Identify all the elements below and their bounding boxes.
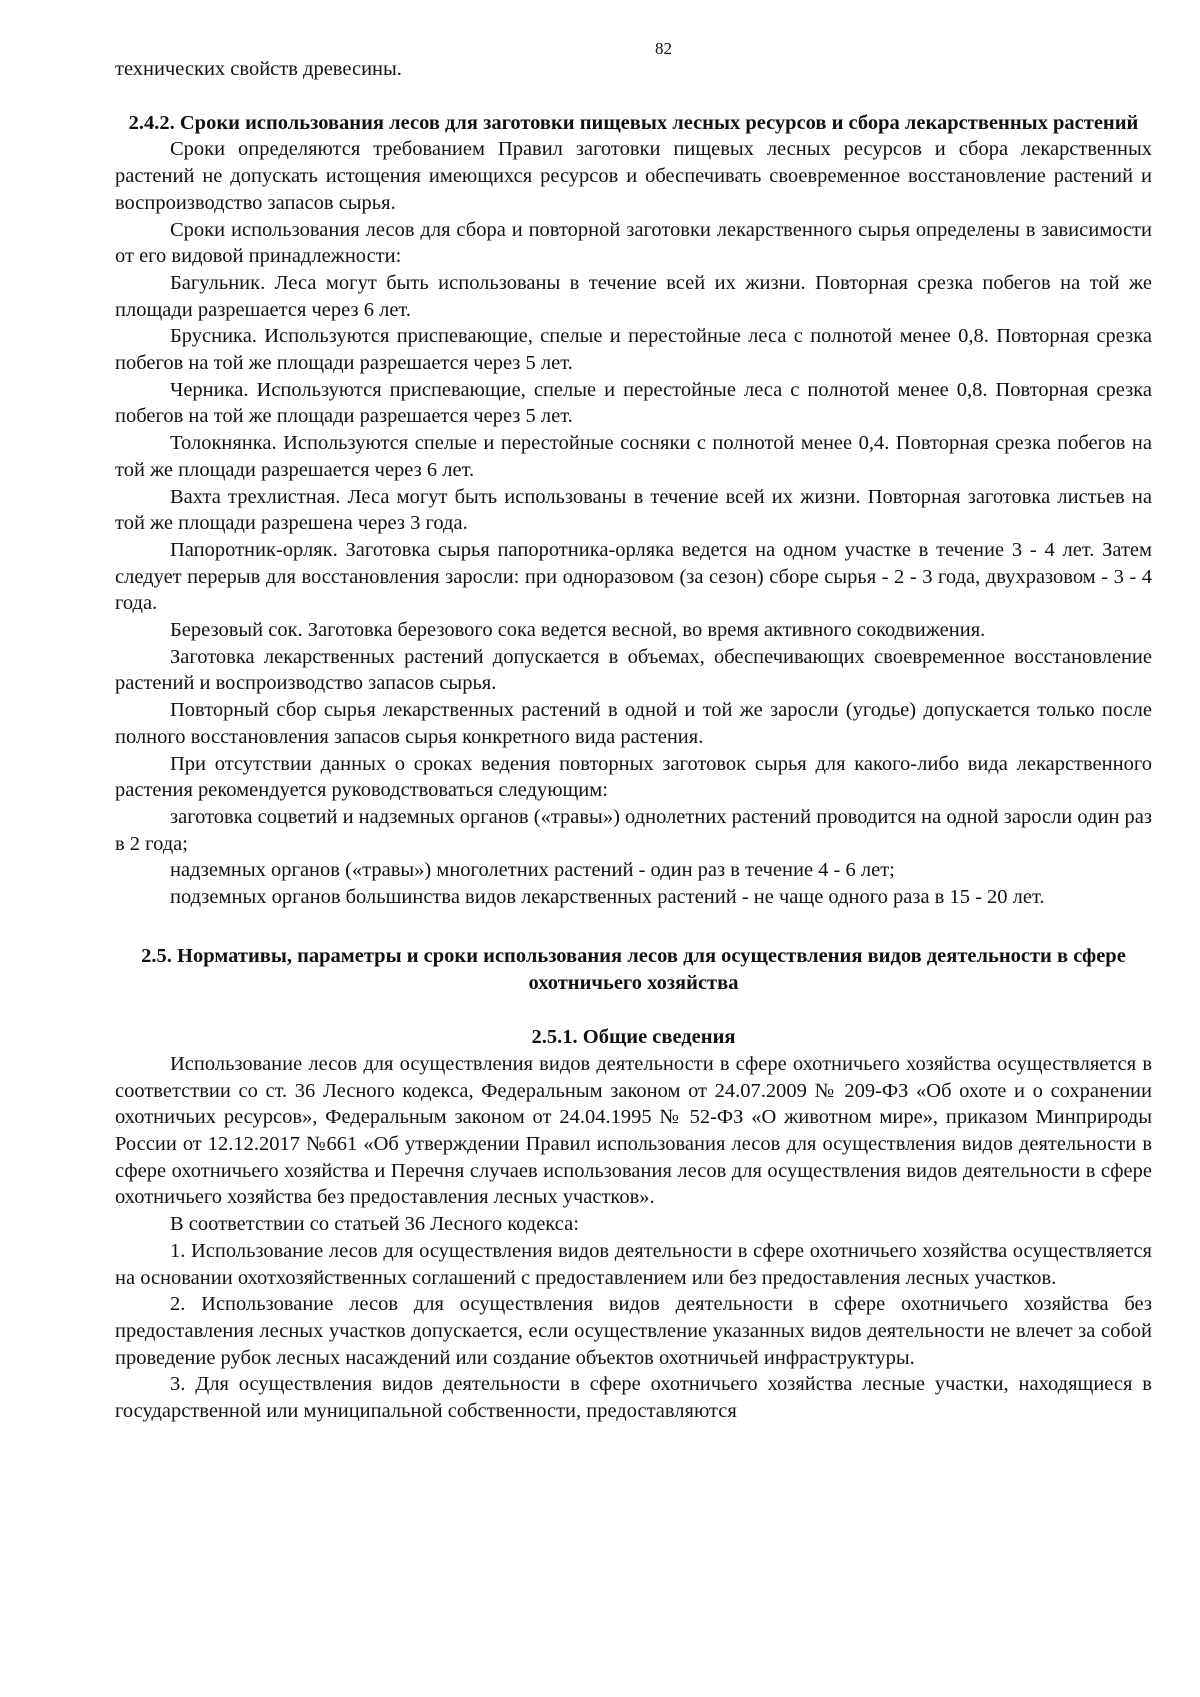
paragraph: В соответствии со статьей 36 Лесного кодекса: [170, 1213, 579, 1236]
paragraph: 2. Использование лесов для осуществления видов деятельности в сфере охотничьего хозяйства без предоставления лесных участков допускается, если осуществление указанных видов деятельности не влечет за собой проведение рубок лесных насаждений или создание объектов охотничьей инфраструктуры. [115, 1293, 1152, 1369]
section-2-5-heading: 2.5. Нормативы, параметры и сроки использования лесов для осуществления видов деятельности в сфере охотничьего хозяйства [141, 944, 1126, 994]
paragraph: Папоротник-орляк. Заготовка сырья папоротника-орляка ведется на одном участке в течение 3 - 4 лет. Затем следует перерыв для восстановления заросли: при одноразовом (за сезон) сборе сырья - 2 - 3 года, двухразовом - 3 - 4 года. [115, 538, 1152, 615]
page-number: 82 [655, 39, 672, 58]
paragraph: Багульник. Леса могут быть использованы в течение всей их жизни. Повторная срезка побегов на той же площади разрешается через 6 лет. [115, 271, 1152, 321]
paragraph: 1. Использование лесов для осуществления видов деятельности в сфере охотничьего хозяйства осуществляется на основании охотхозяйственных соглашений с предоставлением или без предоставления лесных участков. [115, 1239, 1152, 1289]
paragraph: Использование лесов для осуществления видов деятельности в сфере охотничьего хозяйства осуществляется в соответствии со ст. 36 Лесного кодекса, Федеральным законом от 24.07.2009 № 209-ФЗ «Об охоте и о сохранении охотничьих ресурсов», Федеральным законом от 24.04.1995 № 52-ФЗ «О животном мире», приказом Минприроды России от 12.12.2017 №661 «Об утверждении Правил использования лесов для осуществления видов деятельности в сфере охотничьего хозяйства и Перечня случаев использования лесов для осуществления видов деятельности в сфере охотничьего хозяйства без предоставления лесных участков». [115, 1052, 1152, 1209]
paragraph: Повторный сбор сырья лекарственных растений в одной и той же заросли (угодье) допускается только после полного восстановления запасов сырья конкретного вида растения. [115, 699, 1152, 748]
paragraph: Вахта трехлистная. Леса могут быть использованы в течение всей их жизни. Повторная заготовка листьев на той же площади разрешена через 3 года. [115, 485, 1152, 535]
paragraph: Березовый сок. Заготовка березового сока ведется весной, во время активного сокодвижения. [170, 619, 986, 642]
paragraph: Заготовка лекарственных растений допускается в объемах, обеспечивающих своевременное восстановление растений и воспроизводство запасов сырья. [115, 645, 1152, 695]
paragraph: 3. Для осуществления видов деятельности в сфере охотничьего хозяйства лесные участки, находящиеся в государственной или муниципальной собственности, предоставляются [115, 1373, 1152, 1423]
paragraph: заготовка соцветий и надземных органов («травы») однолетних растений проводится на одной заросли один раз в 2 года; [115, 805, 1152, 855]
paragraph: При отсутствии данных о сроках ведения повторных заготовок сырья для какого-либо вида лекарственного растения рекомендуется руководствоваться следующим: [115, 752, 1152, 802]
paragraph: Брусника. Используются приспевающие, спелые и перестойные леса с полнотой менее 0,8. Повторная срезка побегов на той же площади разрешается через 5 лет. [115, 325, 1152, 375]
paragraph: Сроки использования лесов для сбора и повторной заготовки лекарственного сырья определены в зависимости от его видовой принадлежности: [115, 218, 1152, 268]
paragraph: надземных органов («травы») многолетних растений - один раз в течение 4 - 6 лет; [170, 859, 895, 882]
paragraph: Сроки определяются требованием Правил заготовки пищевых лесных ресурсов и сбора лекарственных растений не допускать истощения имеющихся ресурсов и обеспечивать своевременное восстановление растений и воспроизводство запасов сырья. [115, 138, 1152, 214]
section-2-4-2-heading: 2.4.2. Сроки использования лесов для заготовки пищевых лесных ресурсов и сбора лекарственных растений [128, 111, 1139, 134]
paragraph: Толокнянка. Используются спелые и перестойные сосняки с полнотой менее 0,4. Повторная срезка побегов на той же площади разрешается через 6 лет. [115, 432, 1152, 481]
paragraph: подземных органов большинства видов лекарственных растений - не чаще одного раза в 15 - 20 лет. [170, 886, 1045, 909]
paragraph: Черника. Используются приспевающие, спелые и перестойные леса с полнотой менее 0,8. Повторная срезка побегов на той же площади разрешается через 5 лет. [115, 378, 1152, 428]
section-2-5-1-heading: 2.5.1. Общие сведения [531, 1026, 736, 1049]
continuation-text: технических свойств древесины. [115, 58, 402, 80]
